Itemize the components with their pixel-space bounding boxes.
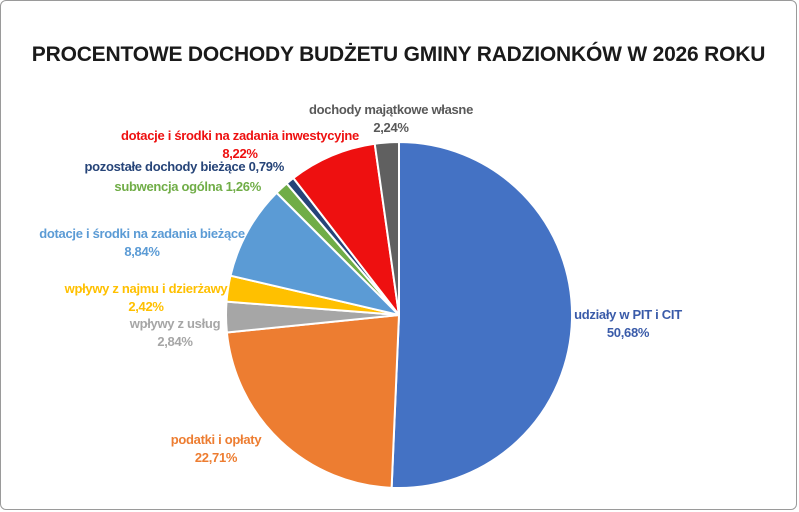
label-udzialy-pit-cit (528, 306, 728, 342)
slice-label-text: wpływy z najmu i dzierżawy (64, 281, 228, 296)
slice-label-text: dotacje i środki na zadania bieżące (39, 226, 245, 241)
label-dotacje-biezace (16, 225, 268, 261)
slice-label-value: 22,71% (194, 450, 238, 465)
slice-label-text: pozostałe dochody bieżące (84, 159, 246, 174)
slice-label-text: dochody majątkowe własne (308, 102, 473, 117)
slice-label-value: 2,24% (373, 120, 409, 135)
slice-label-value: 0,79% (248, 159, 284, 174)
slice-label-value: 50,68% (606, 325, 650, 340)
slice-label-text: dotacje i środki na zadania inwestycyjne (121, 128, 359, 143)
slice-label-text: wpływy z usług (129, 316, 221, 331)
label-podatki-oplaty (116, 431, 316, 467)
label-wplywy-najem-dzierzawa (46, 280, 246, 316)
slice-label-value: 1,26% (225, 179, 261, 194)
slice-label-text: udziały w PIT i CIT (574, 307, 682, 322)
label-subwencja-ogolna (61, 178, 261, 196)
slice-label-value: 2,42% (128, 299, 164, 314)
slice-label-text: subwencja ogólna (114, 179, 223, 194)
slice-label-value: 2,84% (157, 334, 193, 349)
label-pozostale-dochody-biezace (84, 158, 284, 176)
slice-label-value: 8,84% (124, 244, 160, 259)
label-wplywy-uslugi (75, 315, 275, 351)
slice-label-value: 8,22% (222, 146, 258, 161)
slice-label-text: podatki i opłaty (170, 432, 262, 447)
chart-title: PROCENTOWE DOCHODY BUDŻETU GMINY RADZIONKÓW W 2026 ROKU (31, 43, 766, 66)
